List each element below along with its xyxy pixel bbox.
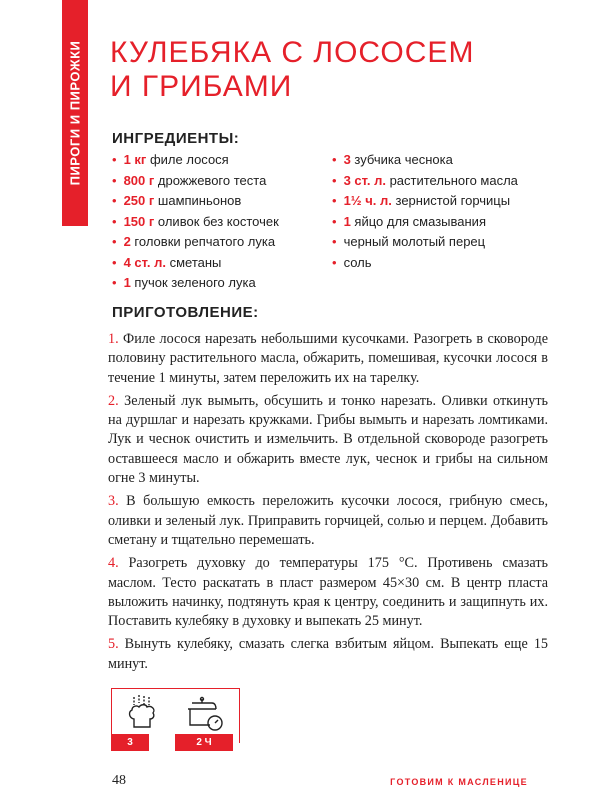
ingredient-item [112,232,279,253]
step-text: Вынуть кулебяку, смазать слегка взбитым яйцом. Выпекать еще 15 минут. [108,636,549,672]
title-line: И ГРИБАМИ [110,70,293,103]
ingredient-name: зернистой горчицы [395,193,511,208]
step-number: 5. [108,636,119,653]
ingredient-qty: 250 г [123,193,155,208]
preparation-steps [108,330,548,678]
ingredient-qty: 2 [123,234,131,249]
step [108,492,548,550]
ingredient-item [112,150,279,171]
ingredient-qty: 3 [343,152,351,167]
ingredient-name: зубчика чеснока [354,152,453,167]
ingredient-item [332,253,518,274]
ingredient-item [112,191,279,212]
step-text: Филе лосося нарезать небольшими кусочками. Разогреть в сковороде половину растительного масла, обжарить, помешивая, кусочки лосося в течение 1 минуты, затем переложить их на тарелку. [108,331,549,386]
step-text: Разогреть духовку до температуры 175 °C. Противень смазать маслом. Тесто раскатать в пласт размером 45×30 см. В центр пласта выложить начинку, подтянуть края к центру, соединить и защипнуть их. Поставить кулебяку в духовку и выпекать 25 минут. [108,555,549,630]
chef-hat-icon [126,693,158,731]
recipe-title [110,36,510,104]
step [108,554,548,631]
difficulty-badge: 3 [111,734,149,751]
step-text: Зеленый лук вымыть, обсушить и тонко нарезать. Оливки откинуть на дуршлаг и нарезать кружками. Грибы вымыть и нарезать ломтиками. Лук и чеснок очистить и измельчить. В отдельной сковороде разогреть оставшееся масло и обжарить вместе лук, чеснок и грибы на сильном огне 3 минуты. [108,392,548,487]
ingredient-qty: 1 [123,275,131,290]
title-line: КУЛЕБЯКА С ЛОСОСЕМ [110,36,475,69]
pot-timer-icon [184,693,226,733]
step [108,330,548,388]
step-text: В большую емкость переложить кусочки лосося, грибную смесь, оливки и зеленый лук. Приправить горчицей, солью и перцем. Добавить сметану и тщательно перемешать. [108,493,548,548]
ingredient-name: соль [343,254,372,270]
page-number: 48 [112,773,126,788]
step-number: 2. [108,392,119,409]
ingredient-name: растительного масла [389,172,518,188]
ingredient-qty: 1 [343,213,351,229]
ingredient-qty: 3 ст. л. [343,172,386,188]
ingredient-name: сметаны [169,254,222,270]
ingredient-item [332,171,518,192]
ingredient-item [112,273,279,294]
ingredient-name: головки репчатого лука [134,234,276,249]
ingredient-qty: 800 г [123,172,155,188]
ingredient-item [112,212,279,233]
ingredient-qty: 1½ ч. л. [343,193,392,208]
ingredient-name: филе лосося [149,152,229,167]
ingredient-qty: 1 кг [123,152,147,167]
ingredient-item [112,253,279,274]
step-number: 3. [108,493,119,510]
step-number: 1. [108,331,119,347]
preparation-heading: ПРИГОТОВЛЕНИЕ: [112,304,259,321]
ingredient-item [332,191,518,212]
step [108,635,548,674]
step-number: 4. [108,555,119,572]
ingredient-name: оливок без косточек [157,213,279,229]
ingredient-name: шампиньонов [157,193,242,208]
ingredient-name: яйцо для смазывания [354,213,486,229]
ingredient-qty: 4 ст. л. [123,254,166,270]
ingredient-name: дрожжевого теста [157,172,267,188]
ingredient-item [332,212,518,233]
ingredient-item [332,150,518,171]
ingredient-name: черный молотый перец [343,234,486,249]
section-tab [62,0,88,226]
book-title: ГОТОВИМ К МАСЛЕНИЦЕ [390,777,528,787]
section-label: ПИРОГИ И ПИРОЖКИ [67,40,83,186]
ingredient-item [112,171,279,192]
ingredient-name: пучок зеленого лука [134,275,256,290]
ingredient-item [332,232,518,253]
ingredients-left [112,150,279,294]
time-badge: 2 Ч [175,734,233,751]
step [108,392,548,488]
ingredients-right [332,150,518,273]
ingredient-qty: 150 г [123,213,155,229]
ingredients-heading: ИНГРЕДИЕНТЫ: [112,130,240,147]
